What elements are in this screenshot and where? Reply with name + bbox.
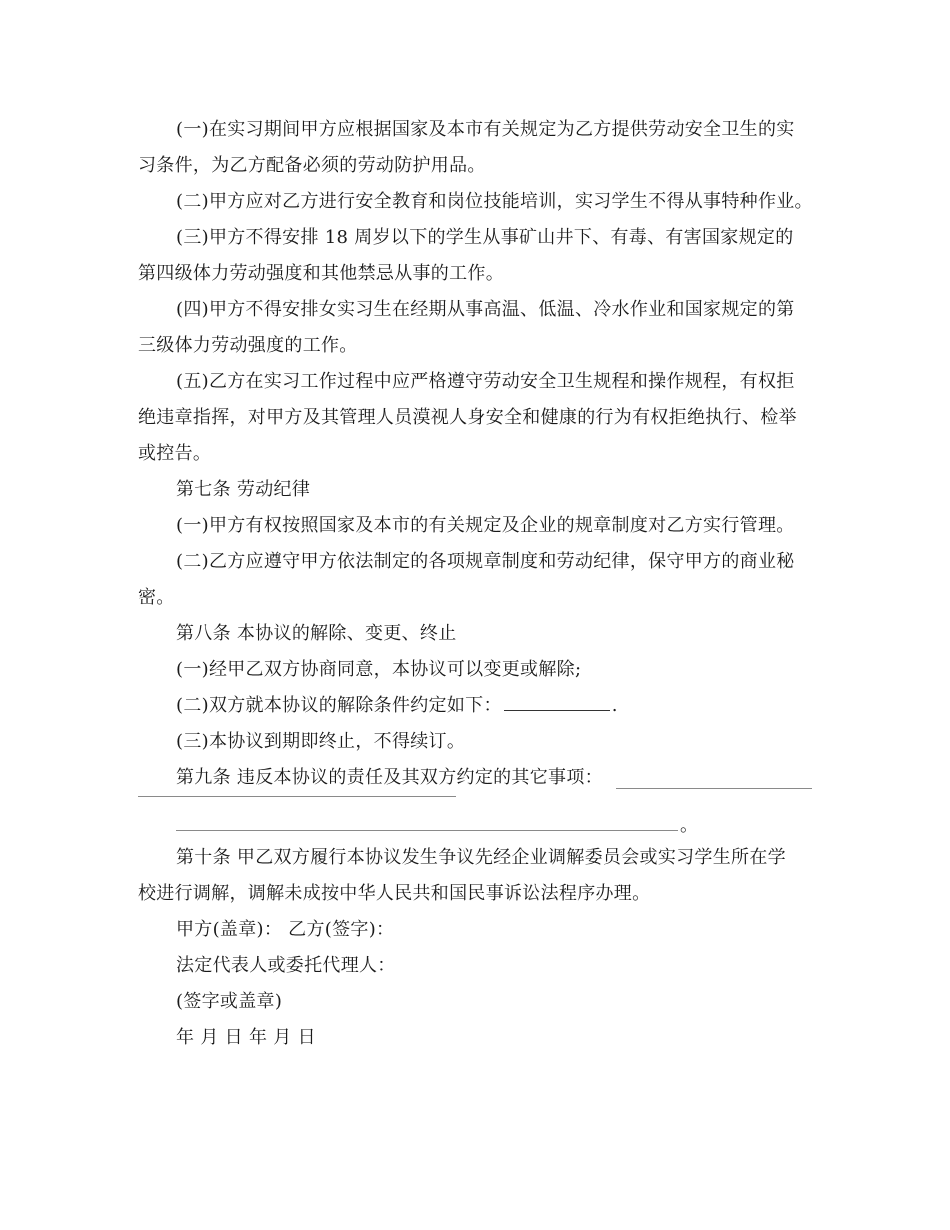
article-8-clause-2-period: . (611, 695, 618, 716)
clause-safety-2: (二)甲方应对乙方进行安全教育和岗位技能培训，实习学生不得从事特种作业。 (176, 191, 813, 212)
clause-safety-3-line-1: (三)甲方不得安排 18 周岁以下的学生从事矿山井下、有毒、有害国家规定的 (176, 227, 794, 248)
article-10-line-2: 校进行调解，调解未成按中华人民共和国民事诉讼法程序办理。 (138, 883, 651, 904)
clause-safety-4-line-2: 三级体力劳动强度的工作。 (138, 335, 358, 356)
signature-representative: 法定代表人或委托代理人： (176, 955, 396, 976)
clause-safety-5-line-2: 绝违章指挥，对甲方及其管理人员漠视人身安全和健康的行为有权拒绝执行、检举 (138, 407, 797, 428)
article-7-clause-2-line-1: (二)乙方应遵守甲方依法制定的各项规章制度和劳动纪律，保守甲方的商业秘 (176, 551, 795, 572)
clause-safety-5-line-3: 或控告。 (138, 443, 212, 464)
clause-safety-3-line-2: 第四级体力劳动强度和其他禁忌从事的工作。 (138, 263, 504, 284)
article-9-blank-line-2 (138, 796, 456, 797)
signature-note: (签字或盖章) (176, 991, 283, 1012)
signature-date: 年 月 日 年 月 日 (176, 1027, 316, 1048)
clause-safety-1-line-1: (一)在实习期间甲方应根据国家及本市有关规定为乙方提供劳动安全卫生的实 (176, 119, 795, 140)
signature-parties: 甲方(盖章)： 乙方(签字)： (176, 919, 395, 940)
clause-safety-1-line-2: 习条件，为乙方配备必须的劳动防护用品。 (138, 155, 486, 176)
article-10-line-1: 第十条 甲乙双方履行本协议发生争议先经企业调解委员会或实习学生所在学 (176, 847, 786, 868)
article-7-clause-1: (一)甲方有权按照国家及本市的有关规定及企业的规章制度对乙方实行管理。 (176, 515, 795, 536)
termination-conditions-blank (504, 694, 610, 711)
clause-safety-4-line-1: (四)甲方不得安排女实习生在经期从事高温、低温、冷水作业和国家规定的第 (176, 299, 795, 320)
article-7-clause-2-line-2: 密。 (138, 587, 175, 608)
article-9-title: 第九条 违反本协议的责任及其双方约定的其它事项： (176, 767, 603, 788)
article-7-title: 第七条 劳动纪律 (176, 479, 311, 500)
article-8-clause-1: (一)经甲乙双方协商同意，本协议可以变更或解除; (176, 659, 582, 680)
article-8-clause-2-text: (二)双方就本协议的解除条件约定如下： (176, 695, 502, 716)
article-9-end-mark: 。 (680, 815, 699, 836)
article-8-clause-3: (三)本协议到期即终止，不得续订。 (176, 731, 466, 752)
article-8-clause-2 (176, 694, 618, 718)
clause-safety-5-line-1: (五)乙方在实习工作过程中应严格遵守劳动安全卫生规程和操作规程，有权拒 (176, 371, 795, 392)
article-9-blank-line-1 (616, 788, 812, 789)
article-8-title: 第八条 本协议的解除、变更、终止 (176, 623, 457, 644)
article-9-blank-line-3 (176, 830, 678, 831)
